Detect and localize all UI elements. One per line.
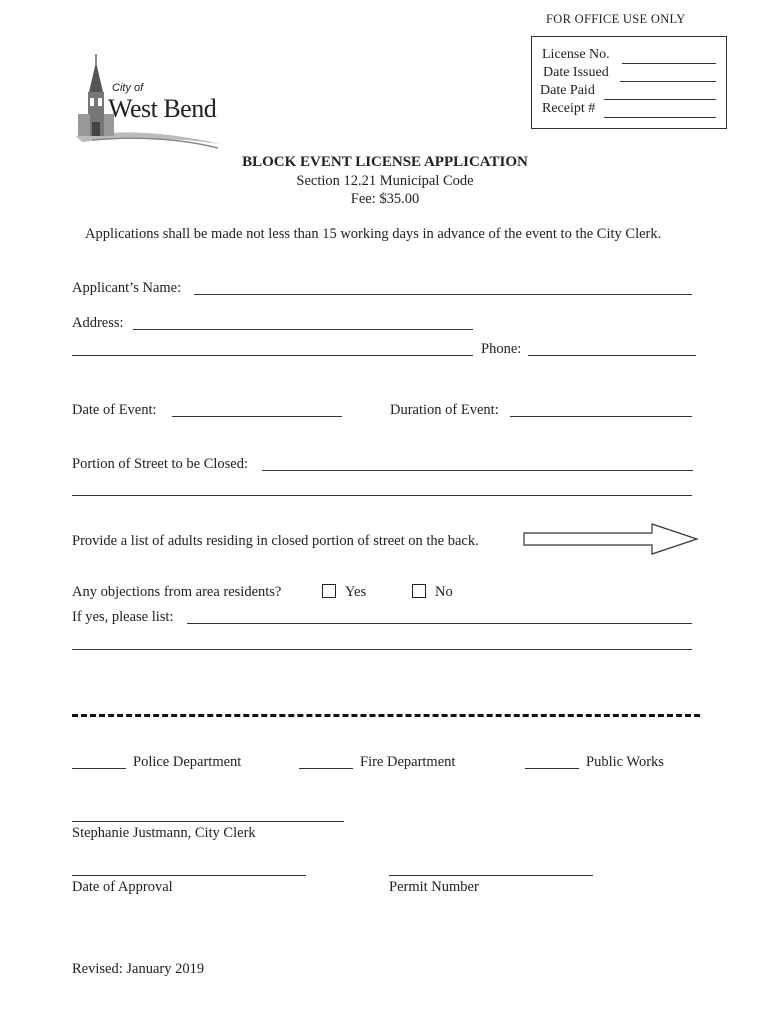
date-of-event-field[interactable] bbox=[172, 416, 342, 417]
adults-list-text: Provide a list of adults residing in closed portion of street on the back. bbox=[72, 533, 479, 549]
city-logo bbox=[72, 52, 222, 152]
duration-of-event-label: Duration of Event: bbox=[390, 402, 499, 418]
date-of-approval-line[interactable] bbox=[72, 875, 306, 876]
office-use-heading: FOR OFFICE USE ONLY bbox=[546, 12, 686, 26]
street-closed-field-2[interactable] bbox=[72, 495, 692, 496]
intro-text: Applications shall be made not less than 15 working days in advance of the event to the City Clerk. bbox=[85, 226, 662, 242]
right-arrow-icon bbox=[522, 522, 700, 556]
public-works-signoff-line[interactable] bbox=[525, 768, 579, 769]
revised-date: Revised: January 2019 bbox=[72, 961, 205, 977]
logo-city-name: West Bend bbox=[108, 94, 217, 123]
duration-of-event-field[interactable] bbox=[510, 416, 692, 417]
police-label: Police Department bbox=[133, 754, 242, 770]
fire-label: Fire Department bbox=[360, 754, 456, 770]
form-title: BLOCK EVENT LICENSE APPLICATION bbox=[242, 154, 528, 170]
address-field-2[interactable] bbox=[72, 355, 473, 356]
address-label: Address: bbox=[72, 315, 124, 331]
police-signoff-line[interactable] bbox=[72, 768, 126, 769]
street-closed-field-1[interactable] bbox=[262, 470, 693, 471]
section-divider bbox=[72, 714, 700, 717]
license-no-label: License No. bbox=[542, 47, 610, 62]
applicant-name-label: Applicant’s Name: bbox=[72, 280, 182, 296]
no-checkbox[interactable] bbox=[412, 584, 426, 598]
fire-signoff-line[interactable] bbox=[299, 768, 353, 769]
permit-number-line[interactable] bbox=[389, 875, 593, 876]
form-fee: Fee: $35.00 bbox=[350, 191, 420, 207]
date-paid-label: Date Paid bbox=[540, 83, 595, 98]
clerk-label: Stephanie Justmann, City Clerk bbox=[72, 825, 256, 841]
if-yes-field-1[interactable] bbox=[187, 623, 692, 624]
if-yes-field-2[interactable] bbox=[72, 649, 692, 650]
receipt-line[interactable] bbox=[604, 117, 716, 118]
date-of-approval-label: Date of Approval bbox=[72, 879, 173, 895]
permit-number-label: Permit Number bbox=[389, 879, 479, 895]
license-no-line[interactable] bbox=[622, 63, 716, 64]
if-yes-label: If yes, please list: bbox=[72, 609, 174, 625]
office-use-box bbox=[531, 36, 727, 129]
phone-label: Phone: bbox=[481, 341, 522, 357]
street-closed-label: Portion of Street to be Closed: bbox=[72, 456, 248, 472]
phone-field[interactable] bbox=[528, 355, 696, 356]
receipt-label: Receipt # bbox=[542, 101, 596, 116]
clerk-signature-line[interactable] bbox=[72, 821, 344, 822]
applicant-name-field[interactable] bbox=[194, 294, 692, 295]
date-of-event-label: Date of Event: bbox=[72, 402, 157, 418]
objections-label: Any objections from area residents? bbox=[72, 584, 282, 600]
logo-city-of: City of bbox=[112, 82, 144, 94]
no-label: No bbox=[435, 584, 453, 600]
form-section: Section 12.21 Municipal Code bbox=[296, 173, 474, 189]
public-works-label: Public Works bbox=[586, 754, 664, 770]
date-issued-line[interactable] bbox=[620, 81, 716, 82]
yes-checkbox[interactable] bbox=[322, 584, 336, 598]
address-field-1[interactable] bbox=[133, 329, 473, 330]
date-issued-label: Date Issued bbox=[543, 65, 609, 80]
date-paid-line[interactable] bbox=[604, 99, 716, 100]
yes-label: Yes bbox=[345, 584, 367, 600]
